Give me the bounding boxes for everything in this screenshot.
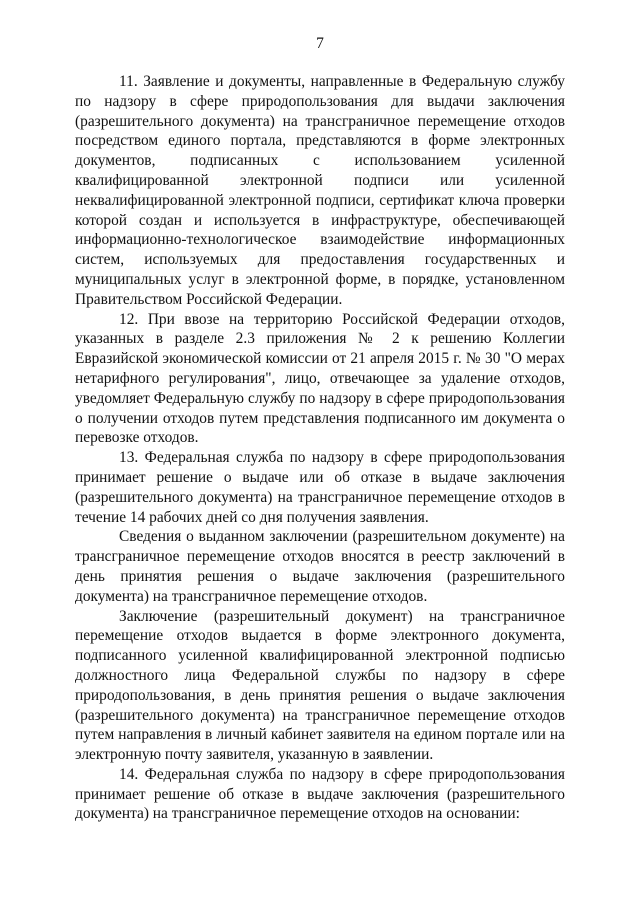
paragraph-12: 12. При ввозе на территорию Российской Федерации отходов, указанных в разделе 2.3 приложения № 2 к решению Коллегии Евразийской экономической комиссии от 21 апреля 2015 г. № 30 "О мерах нетарифного регулирования", лицо, отвечающее за удаление отходов, уведомляет Федеральную службу по надзору в сфере природопользования о получении отходов путем представления подписанного им документа о перевозке отходов.	[75, 310, 565, 447]
paragraph-14: 14. Федеральная служба по надзору в сфере природопользования принимает решение об отказе в выдаче заключения (разрешительного документа) на трансграничное перемещение отходов на основании:	[75, 765, 565, 823]
page-number: 7	[316, 35, 324, 52]
document-body	[75, 72, 565, 824]
paragraph-13-registry: Сведения о выданном заключении (разрешительном документе) на трансграничное перемещение отходов вносятся в реестр заключений в день принятия решения о выдаче заключения (разрешительного документа) на трансграничное перемещение отходов.	[75, 528, 565, 605]
paragraph-11: 11. Заявление и документы, направленные в Федеральную службу по надзору в сфере природопользования для выдачи заключения (разрешительного документа) на трансграничное перемещение отходов посредством единого портала, представляются в форме электронных документов, подписанных с использованием усиленной квалифицированной электронной подписи или усиленной неквалифицированной электронной подписи, сертификат ключа проверки которой создан и используется в инфраструктуре, обеспечивающей информационно-технологическое взаимодействие информационных систем, используемых для предоставления государственных и муниципальных услуг в электронной форме, в порядке, установленном Правительством Российской Федерации.	[75, 73, 565, 308]
paragraph-13-issuance: Заключение (разрешительный документ) на трансграничное перемещение отходов выдается в форме электронного документа, подписанного усиленной квалифицированной электронной подписью должностного лица Федеральной службы по надзору в сфере природопользования, в день принятия решения о выдаче заключения (разрешительного документа) на трансграничное перемещение отходов путем направления в личный кабинет заявителя на едином портале или на электронную почту заявителя, указанную в заявлении.	[75, 607, 565, 764]
paragraph-13: 13. Федеральная служба по надзору в сфере природопользования принимает решение о выдаче или об отказе в выдаче заключения (разрешительного документа) на трансграничное перемещение отходов в течение 14 рабочих дней со дня получения заявления.	[75, 449, 565, 526]
